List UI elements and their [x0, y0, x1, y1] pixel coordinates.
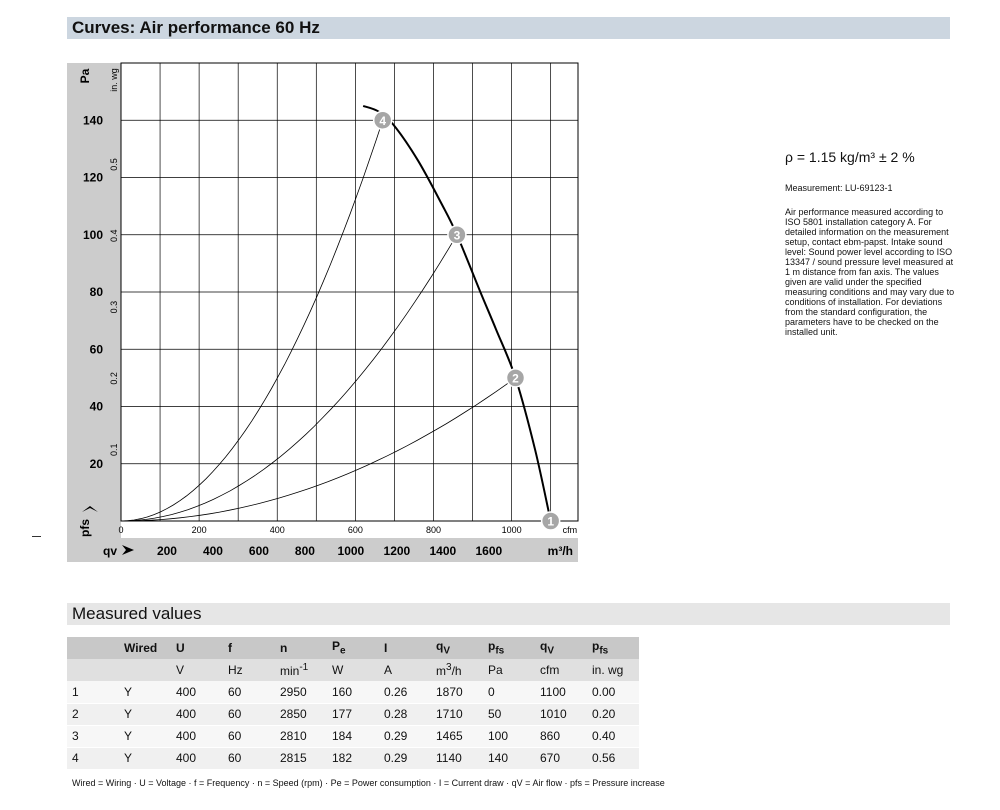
y-tick-label-pa: 120 — [82, 170, 103, 185]
x-tick-label-cfm: 800 — [425, 525, 441, 535]
table-cell: V — [171, 659, 223, 681]
table-cell: cfm — [535, 659, 587, 681]
x-axis-label: qv — [103, 544, 118, 558]
table-cell: $m^3/h$ — [431, 659, 483, 681]
x-tick-label-m3h: 1400 — [429, 544, 457, 558]
y-unit-inwg: in. wg — [109, 68, 119, 92]
y-tick-label-pa: 80 — [89, 285, 103, 299]
x-tick-label-m3h: 1000 — [337, 544, 365, 558]
table-cell: I — [379, 637, 431, 659]
table-cell: 4 — [67, 747, 119, 769]
table-cell: Wired — [119, 637, 171, 659]
table-cell: 60 — [223, 725, 275, 747]
table-cell: Y — [119, 681, 171, 703]
x-tick-label-m3h: 1600 — [475, 544, 503, 558]
table-cell: 860 — [535, 725, 587, 747]
x-tick-label-cfm: 400 — [269, 525, 285, 535]
y-axis-label: pfs — [78, 519, 92, 537]
x-tick-label-cfm: 1000 — [501, 525, 522, 535]
measurement-description: Air performance measured according to ISO 5801 installation category A. For detailed information on the measurement setup, contact ebm-papst. Intake sound level: Sound power level according to ISO 13347 / sound pressure level measured at 1 m distance from fan axis. The values given are valid under the specified measuring conditions and may vary due to conditions of installation. For deviations from the standard configuration, the parameters have to be checked on the installed unit. — [785, 207, 955, 337]
x-tick-label-m3h: 1200 — [383, 544, 411, 558]
table-cell: 2810 — [275, 725, 327, 747]
table-cell: 400 — [171, 681, 223, 703]
y-tick-label-pa: 60 — [89, 342, 103, 357]
table-cell: Y — [119, 725, 171, 747]
x-tick-label-m3h: 400 — [202, 544, 223, 558]
y-tick-label-pa: 40 — [89, 399, 103, 414]
density-note: ρ = 1.15 kg/m³ ± 2 % — [785, 149, 915, 165]
table-units-row — [67, 659, 639, 681]
table-cell: 400 — [171, 747, 223, 769]
table-cell: 100 — [483, 725, 535, 747]
margin-dash — [32, 536, 41, 537]
table-cell: 0.20 — [587, 703, 639, 725]
table-cell: $\min^{-1}$ — [275, 659, 327, 681]
x-tick-label-cfm: 0 — [118, 525, 124, 535]
table-row — [67, 703, 639, 725]
table-cell: 0.56 — [587, 747, 639, 769]
x-tick-label-m3h: 800 — [294, 544, 315, 558]
table-cell: 60 — [223, 703, 275, 725]
table-cell: Pa — [483, 659, 535, 681]
table-cell: $P_e$ — [327, 637, 379, 659]
table-cell: $q_V$ — [431, 637, 483, 659]
table-cell: 0.28 — [379, 703, 431, 725]
y-tick-label-inwg: 0.5 — [109, 158, 119, 171]
measured-values-table — [67, 637, 639, 770]
table-cell: 400 — [171, 703, 223, 725]
table-cell: 670 — [535, 747, 587, 769]
table-cell: Y — [119, 703, 171, 725]
table-legend: Wired = Wiring · U = Voltage · f = Frequency · n = Speed (rpm) · Pe = Power consumption · I = Current draw · qV = Air flow · pfs = Pressure increase — [72, 778, 665, 788]
table-cell: 50 — [483, 703, 535, 725]
x-tick-label-m3h: 600 — [248, 544, 269, 558]
y-tick-label-inwg: 0.4 — [109, 229, 119, 243]
table-cell: 160 — [327, 681, 379, 703]
table-cell: $p_{fs}$ — [587, 637, 639, 659]
table-cell — [67, 637, 119, 659]
table-cell: Y — [119, 747, 171, 769]
operating-point-label: 1 — [547, 514, 555, 529]
x-tick-label-cfm: 600 — [347, 525, 363, 535]
table-cell: 2850 — [275, 703, 327, 725]
table-cell: 184 — [327, 725, 379, 747]
table-cell: 60 — [223, 681, 275, 703]
measured-values-title: Measured values — [67, 603, 950, 625]
operating-point-label: 3 — [453, 228, 461, 243]
table-cell: 1710 — [431, 703, 483, 725]
table-cell: 2950 — [275, 681, 327, 703]
x-tick-label-cfm: 200 — [191, 525, 207, 535]
table-row — [67, 747, 639, 769]
table-row — [67, 681, 639, 703]
table-cell: 1100 — [535, 681, 587, 703]
table-cell — [67, 659, 119, 681]
table-cell: 400 — [171, 725, 223, 747]
table-cell: 1010 — [535, 703, 587, 725]
table-cell: f — [223, 637, 275, 659]
table-cell: in. wg — [587, 659, 639, 681]
table-header-row — [67, 637, 639, 659]
table-cell: 0.40 — [587, 725, 639, 747]
y-tick-label-pa: 140 — [82, 113, 103, 128]
table-cell: U — [171, 637, 223, 659]
x-tick-label-m3h: 200 — [156, 544, 177, 558]
table-cell: 0 — [483, 681, 535, 703]
x-unit-m3h: m³/h — [547, 544, 573, 558]
table-cell: 1870 — [431, 681, 483, 703]
y-tick-label-pa: 20 — [89, 456, 103, 471]
table-cell: 140 — [483, 747, 535, 769]
table-cell: $q_V$ — [535, 637, 587, 659]
operating-point-label: 4 — [379, 113, 387, 128]
table-cell: 1 — [67, 681, 119, 703]
table-cell: 2815 — [275, 747, 327, 769]
measurement-note: Measurement: LU-69123-1 — [785, 183, 893, 193]
table-cell: W — [327, 659, 379, 681]
table-cell: Hz — [223, 659, 275, 681]
table-cell: 182 — [327, 747, 379, 769]
table-cell: 1465 — [431, 725, 483, 747]
table-cell: 2 — [67, 703, 119, 725]
table-cell: A — [379, 659, 431, 681]
table-cell: 60 — [223, 747, 275, 769]
y-tick-label-inwg: 0.2 — [109, 372, 119, 385]
table-cell — [119, 659, 171, 681]
y-tick-label-inwg: 0.1 — [109, 443, 119, 456]
table-cell: 0.00 — [587, 681, 639, 703]
table-cell: $p_{fs}$ — [483, 637, 535, 659]
y-tick-label-inwg: 0.3 — [109, 300, 119, 314]
table-cell: 177 — [327, 703, 379, 725]
operating-point-label: 2 — [512, 371, 519, 386]
table-cell: 0.29 — [379, 725, 431, 747]
table-cell: n — [275, 637, 327, 659]
table-cell: 0.29 — [379, 747, 431, 769]
y-unit-pa: Pa — [78, 68, 92, 84]
table-cell: 1140 — [431, 747, 483, 769]
table-row — [67, 725, 639, 747]
table-cell: 3 — [67, 725, 119, 747]
table-cell: 0.26 — [379, 681, 431, 703]
y-tick-label-pa: 100 — [82, 227, 103, 242]
curves-section-title: Curves: Air performance 60 Hz — [67, 17, 950, 39]
x-unit-cfm: cfm — [562, 525, 578, 535]
